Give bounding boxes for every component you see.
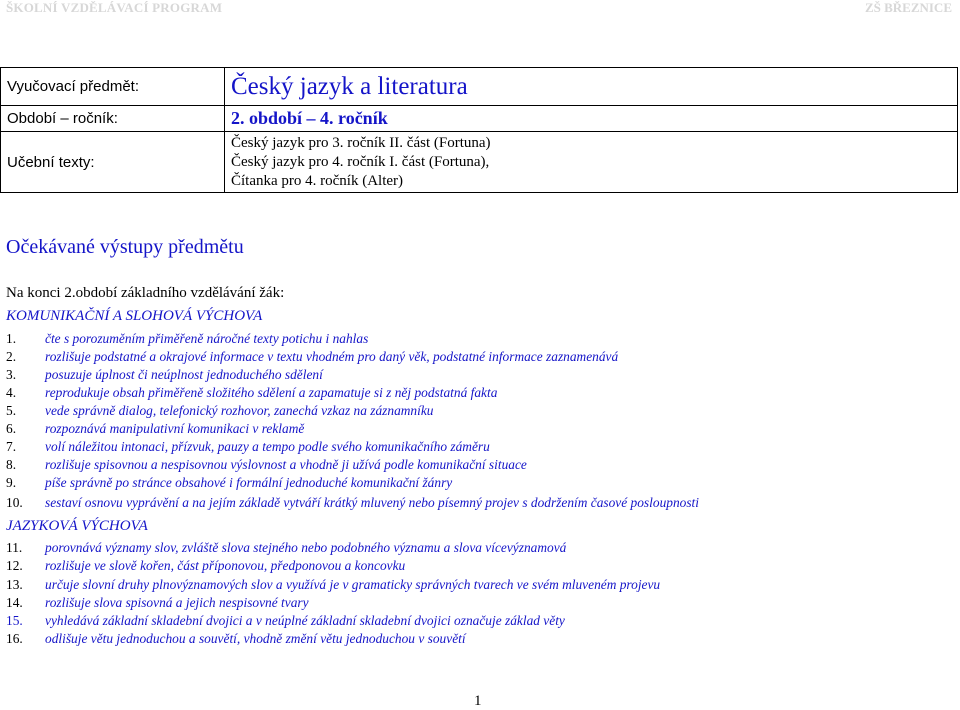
outcome-text: vyhledává základní skladební dvojici a v neúplné základní skladební dvojici označuje základ věty [45, 613, 565, 628]
outcome-number: 13. [6, 577, 23, 592]
outcome-item [6, 366, 323, 384]
outcome-number: 4. [6, 385, 17, 400]
outcome-text: volí náležitou intonaci, přízvuk, pauzy a tempo podle svého komunikačního záměru [45, 439, 490, 454]
page-number: 1 [474, 693, 482, 709]
texts-value [225, 132, 958, 193]
outcome-text: reprodukuje obsah přiměřeně složitého sdělení a zapamatuje si z něj podstatná fakta [45, 385, 498, 400]
outcome-item [6, 474, 452, 492]
outcome-text: odlišuje větu jednoduchou a souvětí, vhodně změní větu jednoduchou v souvětí [45, 631, 466, 646]
outcome-text: porovnává významy slov, zvláště slova stejného nebo podobného významu a slova vícevýznamová [45, 540, 567, 555]
group-title-language: JAZYKOVÁ VÝCHOVA [6, 518, 148, 534]
period-row [1, 106, 958, 132]
outcome-text: píše správně po stránce obsahové i formální jednoduché komunikační žánry [45, 475, 453, 490]
outcome-number: 15. [6, 613, 23, 628]
outcome-text: sestaví osnovu vyprávění a na jejím základě vytváří krátký mluvený nebo písemný projev s dodržením časové posloupnosti [45, 495, 699, 510]
outcome-number: 6. [6, 421, 17, 436]
outcome-text: rozlišuje podstatné a okrajové informace v textu vhodném pro daný věk, podstatné informace zaznamenává [45, 349, 619, 364]
outcome-text: určuje slovní druhy plnovýznamových slov a využívá je v gramaticky správných tvarech ve svém mluveném projevu [45, 577, 661, 592]
textbook-1: Český jazyk pro 3. ročník II. část (Fortuna) [231, 134, 491, 151]
outcome-text: rozlišuje slova spisovná a jejich nespisovné tvary [45, 595, 309, 610]
outcome-item [6, 494, 699, 512]
outcome-item [6, 456, 527, 474]
outcome-number: 12. [6, 558, 23, 573]
outcome-number: 3. [6, 367, 17, 382]
outcome-item [6, 438, 490, 456]
outcome-text: rozlišuje spisovnou a nespisovnou výslovnost a vhodně ji užívá podle komunikační situace [45, 457, 527, 472]
outcome-item [6, 402, 434, 420]
period-value: 2. období – 4. ročník [225, 106, 958, 132]
outcome-text: posuzuje úplnost či neúplnost jednoduchého sdělení [45, 367, 323, 382]
outcome-item [6, 612, 565, 630]
subject-row [1, 68, 958, 106]
outcome-number: 5. [6, 403, 17, 418]
intro-text: Na konci 2.období základního vzdělávání žák: [6, 285, 285, 301]
outcome-text: rozpoznává manipulativní komunikaci v reklamě [45, 421, 305, 436]
outcome-text: čte s porozuměním přiměřeně náročné texty potichu i nahlas [45, 331, 369, 346]
outcome-text: vede správně dialog, telefonický rozhovor, zanechá vzkaz na záznamníku [45, 403, 434, 418]
outcome-item [6, 576, 660, 594]
outcome-number: 10. [6, 495, 23, 510]
outcome-item [6, 330, 368, 348]
subject-value: Český jazyk a literatura [225, 68, 958, 106]
outcome-number: 7. [6, 439, 17, 454]
outcome-number: 1. [6, 331, 17, 346]
subject-info-table [0, 67, 958, 193]
textbook-2: Český jazyk pro 4. ročník I. část (Fortuna), [231, 153, 490, 170]
outcome-number: 11. [6, 540, 23, 555]
header-school-program: ŠKOLNÍ VZDĚLÁVACÍ PROGRAM [6, 0, 223, 15]
period-label: Období – ročník: [1, 106, 225, 132]
outcome-item [6, 420, 304, 438]
outcome-number: 2. [6, 349, 17, 364]
outcome-item [6, 630, 466, 648]
textbook-3: Čítanka pro 4. ročník (Alter) [231, 172, 404, 189]
outcome-item [6, 594, 309, 612]
outcome-item [6, 539, 566, 557]
section-title: Očekávané výstupy předmětu [6, 236, 244, 258]
outcome-item [6, 348, 618, 366]
outcome-text: rozlišuje ve slově kořen, část příponovou, předponovou a koncovku [45, 558, 406, 573]
outcome-number: 9. [6, 475, 17, 490]
outcome-item [6, 384, 497, 402]
texts-label: Učební texty: [1, 132, 225, 193]
header-school-name: ZŠ BŘEZNICE [864, 0, 952, 15]
outcome-number: 16. [6, 631, 23, 646]
subject-label: Vyučovací předmět: [1, 68, 225, 106]
outcome-number: 14. [6, 595, 23, 610]
outcome-item [6, 557, 405, 575]
outcome-number: 8. [6, 457, 17, 472]
texts-row [1, 132, 958, 193]
group-title-communication: KOMUNIKAČNÍ A SLOHOVÁ VÝCHOVA [6, 308, 263, 324]
